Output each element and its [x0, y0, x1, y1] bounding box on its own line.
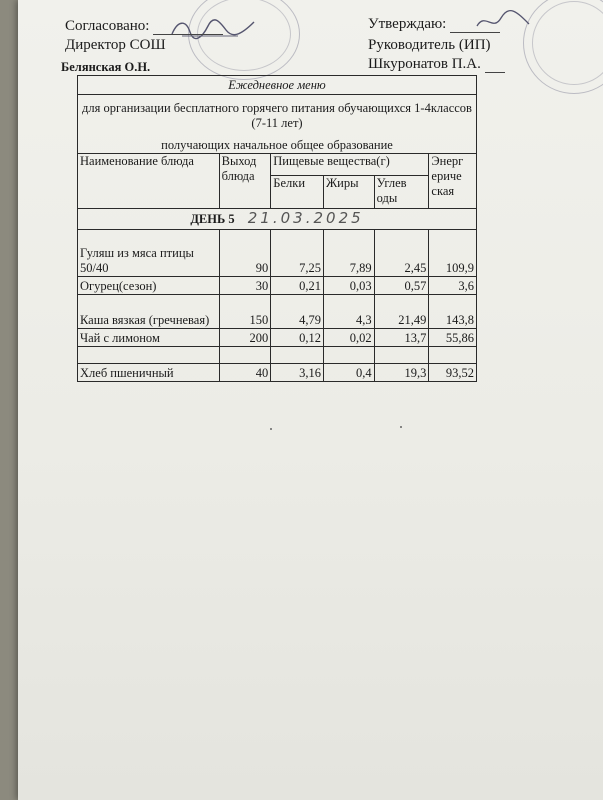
dish-carbs: 2,45: [374, 230, 429, 277]
dish-fat: 0,03: [323, 277, 374, 295]
table-row: [78, 364, 477, 382]
dish-protein: 0,12: [271, 329, 324, 347]
menu-subtitle-line1: для организации бесплатного горячего питания обучающихся 1-4классов (7-11 лет): [82, 101, 472, 130]
dish-protein: 7,25: [271, 230, 324, 277]
dish-name: Гуляш из мяса птицы 50/40: [78, 230, 220, 277]
dish-yield: 30: [219, 277, 271, 295]
dish-carbs: 21,49: [374, 295, 429, 329]
dish-name: Хлеб пшеничный: [78, 364, 220, 382]
menu-subtitle: [78, 95, 477, 154]
dish-yield: 200: [219, 329, 271, 347]
director-name: Белянская О.Н.: [61, 60, 151, 74]
dish-energy: 143,8: [429, 295, 477, 329]
table-row: [78, 230, 477, 277]
dish-energy: 109,9: [429, 230, 477, 277]
approved-label: Согласовано:: [65, 18, 223, 35]
col-header-name: Наименование блюда: [78, 154, 220, 209]
col-header-energy: Энерг ериче ская: [429, 154, 477, 209]
paper-speck: [270, 428, 272, 430]
dish-yield: 90: [219, 230, 271, 277]
col-header-protein: Белки: [271, 176, 324, 209]
document-page: [18, 0, 603, 800]
dish-protein: 4,79: [271, 295, 324, 329]
head-name: Шкуронатов П.А.: [368, 56, 505, 73]
menu-title: Ежедневное меню: [78, 76, 477, 95]
director-title: Директор СОШ: [65, 37, 166, 53]
head-title: Руководитель (ИП): [368, 37, 491, 53]
underline-right: [485, 72, 505, 73]
dish-yield: 40: [219, 364, 271, 382]
dish-fat: 4,3: [323, 295, 374, 329]
signature-line-left: [153, 34, 223, 35]
seal-stamp-right: [523, 0, 603, 94]
dish-name: Каша вязкая (гречневая): [78, 295, 220, 329]
menu-table: [77, 75, 477, 382]
day-header: [78, 209, 477, 230]
col-header-carbs: Углев оды: [374, 176, 429, 209]
seal-stamp-left: [188, 0, 300, 80]
menu-subtitle-line2: получающих начальное общее образование: [161, 138, 393, 152]
day-date-handwritten: 21.03.2025: [247, 209, 364, 227]
table-row: [78, 295, 477, 329]
dish-fat: 0,02: [323, 329, 374, 347]
dish-protein: 3,16: [271, 364, 324, 382]
dish-carbs: 13,7: [374, 329, 429, 347]
confirm-label: Утверждаю:: [368, 16, 500, 33]
dish-yield: 150: [219, 295, 271, 329]
col-header-nutrients: Пищевые вещества(г): [271, 154, 429, 176]
dish-name: Чай с лимоном: [78, 329, 220, 347]
dish-energy: 55,86: [429, 329, 477, 347]
dish-carbs: 0,57: [374, 277, 429, 295]
paper-speck: [400, 426, 402, 428]
dish-fat: 0,4: [323, 364, 374, 382]
col-header-yield: Выход блюда: [219, 154, 271, 209]
table-row-empty: [78, 347, 477, 364]
col-header-fat: Жиры: [323, 176, 374, 209]
dish-name: Огурец(сезон): [78, 277, 220, 295]
dish-energy: 3,6: [429, 277, 477, 295]
dish-carbs: 19,3: [374, 364, 429, 382]
table-row: [78, 277, 477, 295]
signature-line-right: [450, 32, 500, 33]
dish-energy: 93,52: [429, 364, 477, 382]
day-label: ДЕНЬ 5: [190, 212, 235, 226]
table-row: [78, 329, 477, 347]
dish-fat: 7,89: [323, 230, 374, 277]
dish-protein: 0,21: [271, 277, 324, 295]
